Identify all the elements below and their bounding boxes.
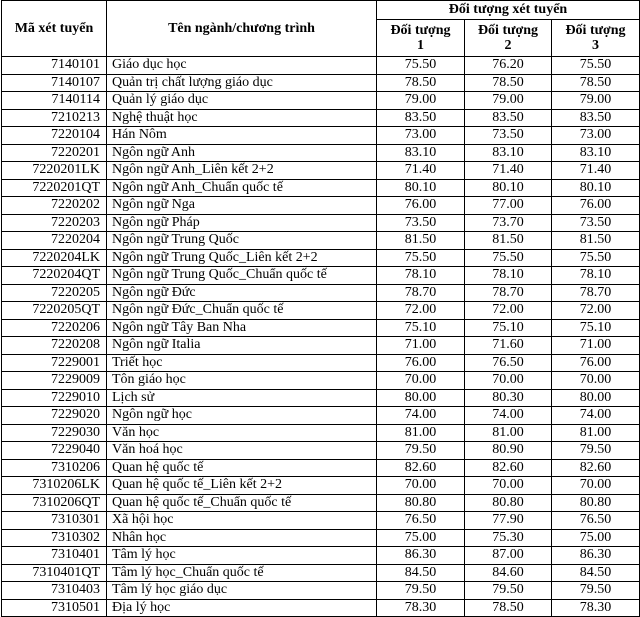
row-score-d3: 81.50 [552, 232, 640, 250]
row-name: Ngôn ngữ Tây Ban Nha [107, 319, 377, 337]
row-score-d2: 70.00 [465, 477, 552, 495]
row-score-d3: 78.10 [552, 267, 640, 285]
row-score-d2: 75.50 [465, 249, 552, 267]
row-score-d3: 80.80 [552, 494, 640, 512]
row-name: Ngôn ngữ Trung Quốc [107, 232, 377, 250]
row-score-d1: 80.10 [377, 179, 465, 197]
row-name: Ngôn ngữ Anh_Liên kết 2+2 [107, 162, 377, 180]
row-code: 7220205 [2, 284, 107, 302]
row-score-d1: 82.60 [377, 459, 465, 477]
row-score-d2: 77.00 [465, 197, 552, 215]
row-code: 7220202 [2, 197, 107, 215]
row-score-d1: 78.70 [377, 284, 465, 302]
row-score-d2: 73.70 [465, 214, 552, 232]
row-score-d3: 70.00 [552, 372, 640, 390]
row-score-d1: 79.50 [377, 582, 465, 600]
row-score-d1: 73.00 [377, 127, 465, 145]
row-score-d3: 75.10 [552, 319, 640, 337]
row-code: 7310401QT [2, 564, 107, 582]
row-score-d1: 76.00 [377, 354, 465, 372]
row-score-d1: 76.00 [377, 197, 465, 215]
table-row [2, 582, 640, 600]
row-score-d1: 72.00 [377, 302, 465, 320]
table-row [2, 197, 640, 215]
row-score-d1: 78.10 [377, 267, 465, 285]
table-body [2, 57, 640, 617]
row-score-d2: 80.80 [465, 494, 552, 512]
header-d2-label: Đối tượng [477, 23, 539, 38]
row-score-d2: 75.30 [465, 529, 552, 547]
row-score-d2: 77.90 [465, 512, 552, 530]
row-name: Nhân học [107, 529, 377, 547]
row-score-d1: 75.50 [377, 249, 465, 267]
row-score-d1: 78.30 [377, 599, 465, 617]
row-score-d2: 75.10 [465, 319, 552, 337]
row-code: 7310403 [2, 582, 107, 600]
row-name: Nghệ thuật học [107, 109, 377, 127]
row-score-d2: 87.00 [465, 547, 552, 565]
row-score-d3: 72.00 [552, 302, 640, 320]
header-code: Mã xét tuyển [2, 1, 107, 57]
row-score-d3: 73.50 [552, 214, 640, 232]
row-name: Ngôn ngữ Pháp [107, 214, 377, 232]
table-row [2, 302, 640, 320]
row-score-d2: 73.50 [465, 127, 552, 145]
row-code: 7229030 [2, 424, 107, 442]
table-row [2, 372, 640, 390]
row-score-d1: 80.00 [377, 389, 465, 407]
row-score-d3: 75.50 [552, 249, 640, 267]
row-score-d2: 80.10 [465, 179, 552, 197]
header-d2-number: 2 [504, 38, 512, 53]
row-code: 7140107 [2, 74, 107, 92]
row-score-d3: 78.30 [552, 599, 640, 617]
table-row [2, 74, 640, 92]
table-row [2, 459, 640, 477]
header-name: Tên ngành/chương trình [107, 1, 377, 57]
row-score-d1: 81.00 [377, 424, 465, 442]
row-score-d1: 84.50 [377, 564, 465, 582]
row-score-d3: 79.50 [552, 582, 640, 600]
row-score-d3: 74.00 [552, 407, 640, 425]
row-name: Ngôn ngữ Trung Quốc_Liên kết 2+2 [107, 249, 377, 267]
row-name: Quan hệ quốc tế_Chuẩn quốc tế [107, 494, 377, 512]
row-code: 7229020 [2, 407, 107, 425]
row-score-d2: 79.00 [465, 92, 552, 110]
table-row [2, 249, 640, 267]
row-score-d1: 71.40 [377, 162, 465, 180]
row-score-d2: 78.70 [465, 284, 552, 302]
row-name: Ngôn ngữ Đức_Chuẩn quốc tế [107, 302, 377, 320]
table-row [2, 92, 640, 110]
row-name: Ngôn ngữ Italia [107, 337, 377, 355]
table-row [2, 564, 640, 582]
row-name: Ngôn ngữ Anh [107, 144, 377, 162]
table-row [2, 127, 640, 145]
row-code: 7220205QT [2, 302, 107, 320]
row-code: 7310302 [2, 529, 107, 547]
table-row [2, 267, 640, 285]
table-row [2, 337, 640, 355]
row-name: Quản lý giáo dục [107, 92, 377, 110]
row-name: Tôn giáo học [107, 372, 377, 390]
row-score-d1: 79.50 [377, 442, 465, 460]
row-score-d2: 80.30 [465, 389, 552, 407]
row-score-d2: 79.50 [465, 582, 552, 600]
table-row [2, 512, 640, 530]
row-code: 7220201LK [2, 162, 107, 180]
row-score-d2: 74.00 [465, 407, 552, 425]
row-code: 7310501 [2, 599, 107, 617]
row-score-d2: 81.00 [465, 424, 552, 442]
table-row [2, 407, 640, 425]
table-row [2, 214, 640, 232]
row-score-d2: 78.50 [465, 599, 552, 617]
row-score-d3: 73.00 [552, 127, 640, 145]
row-score-d3: 70.00 [552, 477, 640, 495]
row-score-d3: 71.40 [552, 162, 640, 180]
row-score-d2: 83.50 [465, 109, 552, 127]
table-row [2, 162, 640, 180]
header-d1-number: 1 [417, 38, 424, 53]
row-code: 7229010 [2, 389, 107, 407]
header-d1 [377, 20, 465, 57]
table-row [2, 354, 640, 372]
row-code: 7220208 [2, 337, 107, 355]
row-score-d2: 80.90 [465, 442, 552, 460]
row-name: Tâm lý học giáo dục [107, 582, 377, 600]
header-d3-number: 3 [592, 38, 599, 53]
row-name: Ngôn ngữ Nga [107, 197, 377, 215]
row-name: Ngôn ngữ học [107, 407, 377, 425]
admission-score-table [1, 0, 640, 617]
row-score-d3: 83.10 [552, 144, 640, 162]
row-code: 7220201QT [2, 179, 107, 197]
row-name: Văn hoá học [107, 442, 377, 460]
table-row [2, 144, 640, 162]
table-row [2, 57, 640, 75]
row-score-d2: 70.00 [465, 372, 552, 390]
row-name: Tâm lý học_Chuẩn quốc tế [107, 564, 377, 582]
row-score-d2: 82.60 [465, 459, 552, 477]
row-code: 7229009 [2, 372, 107, 390]
row-code: 7220104 [2, 127, 107, 145]
row-score-d2: 78.50 [465, 74, 552, 92]
row-score-d2: 83.10 [465, 144, 552, 162]
row-name: Ngôn ngữ Anh_Chuẩn quốc tế [107, 179, 377, 197]
row-name: Địa lý học [107, 599, 377, 617]
table-row [2, 424, 640, 442]
row-score-d2: 71.40 [465, 162, 552, 180]
row-score-d1: 70.00 [377, 477, 465, 495]
row-score-d1: 79.00 [377, 92, 465, 110]
row-score-d3: 81.00 [552, 424, 640, 442]
row-name: Quan hệ quốc tế_Liên kết 2+2 [107, 477, 377, 495]
row-score-d3: 84.50 [552, 564, 640, 582]
row-code: 7220204LK [2, 249, 107, 267]
row-score-d2: 71.60 [465, 337, 552, 355]
table-row [2, 477, 640, 495]
row-name: Hán Nôm [107, 127, 377, 145]
row-code: 7229040 [2, 442, 107, 460]
row-score-d3: 80.00 [552, 389, 640, 407]
row-score-d3: 82.60 [552, 459, 640, 477]
row-code: 7220204QT [2, 267, 107, 285]
row-score-d1: 83.10 [377, 144, 465, 162]
row-code: 7310401 [2, 547, 107, 565]
row-score-d2: 78.10 [465, 267, 552, 285]
row-code: 7310206QT [2, 494, 107, 512]
row-score-d3: 71.00 [552, 337, 640, 355]
row-score-d1: 86.30 [377, 547, 465, 565]
row-name: Giáo dục học [107, 57, 377, 75]
row-score-d2: 76.50 [465, 354, 552, 372]
row-score-d1: 78.50 [377, 74, 465, 92]
row-score-d3: 86.30 [552, 547, 640, 565]
table-row [2, 179, 640, 197]
row-code: 7220203 [2, 214, 107, 232]
row-name: Văn học [107, 424, 377, 442]
table-row [2, 529, 640, 547]
row-code: 7140101 [2, 57, 107, 75]
row-code: 7220206 [2, 319, 107, 337]
row-score-d3: 76.00 [552, 197, 640, 215]
row-name: Ngôn ngữ Trung Quốc_Chuẩn quốc tế [107, 267, 377, 285]
table-row [2, 442, 640, 460]
header-d2 [465, 20, 552, 57]
header-d3-label: Đối tượng [565, 23, 626, 38]
row-name: Triết học [107, 354, 377, 372]
row-score-d3: 79.50 [552, 442, 640, 460]
row-score-d1: 74.00 [377, 407, 465, 425]
row-score-d1: 83.50 [377, 109, 465, 127]
row-code: 7310206LK [2, 477, 107, 495]
row-name: Quan hệ quốc tế [107, 459, 377, 477]
row-code: 7310301 [2, 512, 107, 530]
row-name: Tâm lý học [107, 547, 377, 565]
row-score-d1: 81.50 [377, 232, 465, 250]
row-score-d1: 71.00 [377, 337, 465, 355]
table-row [2, 284, 640, 302]
row-name: Xã hội học [107, 512, 377, 530]
row-code: 7220201 [2, 144, 107, 162]
row-code: 7210213 [2, 109, 107, 127]
row-code: 7310206 [2, 459, 107, 477]
row-code: 7140114 [2, 92, 107, 110]
row-score-d3: 78.50 [552, 74, 640, 92]
header-d1-label: Đối tượng [390, 23, 451, 38]
row-score-d1: 75.10 [377, 319, 465, 337]
row-score-d3: 83.50 [552, 109, 640, 127]
row-score-d3: 78.70 [552, 284, 640, 302]
row-score-d3: 76.00 [552, 354, 640, 372]
row-name: Ngôn ngữ Đức [107, 284, 377, 302]
table-row [2, 494, 640, 512]
table-row [2, 232, 640, 250]
header-group: Đối tượng xét tuyển [377, 1, 640, 20]
row-score-d3: 75.00 [552, 529, 640, 547]
table-row [2, 389, 640, 407]
table-row [2, 547, 640, 565]
header-d3 [552, 20, 640, 57]
row-score-d1: 80.80 [377, 494, 465, 512]
row-score-d1: 75.00 [377, 529, 465, 547]
row-score-d1: 76.50 [377, 512, 465, 530]
row-score-d1: 70.00 [377, 372, 465, 390]
row-score-d2: 84.60 [465, 564, 552, 582]
table-row [2, 599, 640, 617]
row-name: Lịch sử [107, 389, 377, 407]
row-score-d3: 80.10 [552, 179, 640, 197]
row-score-d3: 75.50 [552, 57, 640, 75]
table-row [2, 319, 640, 337]
table-row [2, 109, 640, 127]
row-score-d3: 79.00 [552, 92, 640, 110]
row-score-d2: 72.00 [465, 302, 552, 320]
row-score-d1: 75.50 [377, 57, 465, 75]
row-score-d2: 76.20 [465, 57, 552, 75]
row-name: Quản trị chất lượng giáo dục [107, 74, 377, 92]
row-code: 7229001 [2, 354, 107, 372]
row-score-d1: 73.50 [377, 214, 465, 232]
row-score-d2: 81.50 [465, 232, 552, 250]
row-score-d3: 76.50 [552, 512, 640, 530]
row-code: 7220204 [2, 232, 107, 250]
